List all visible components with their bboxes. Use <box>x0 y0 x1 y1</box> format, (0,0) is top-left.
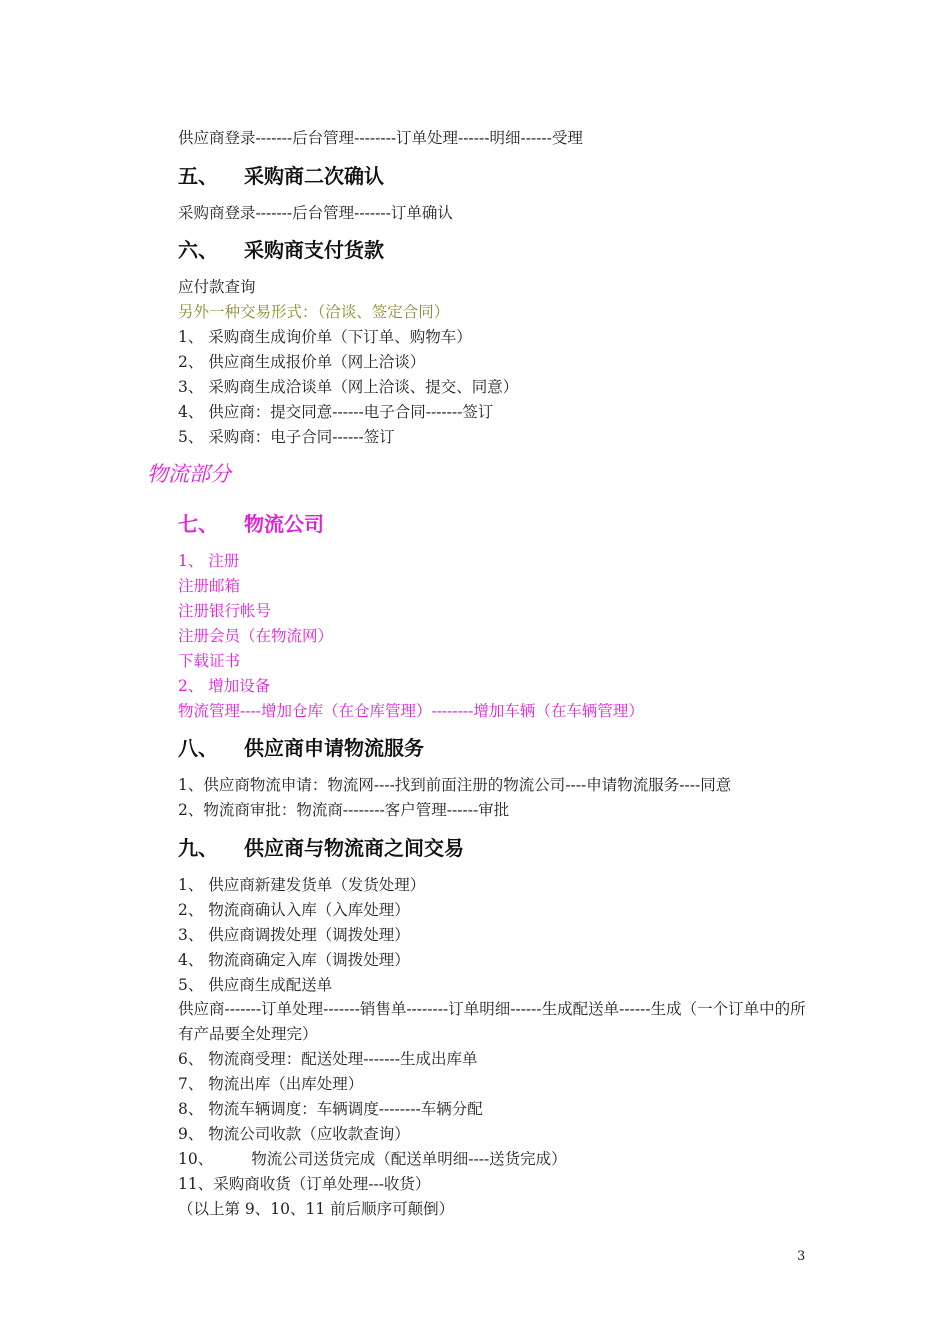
list-item: 注册邮箱 <box>178 577 241 595</box>
list-item: 7、 物流出库（出库处理） <box>178 1075 364 1093</box>
heading-7 <box>178 511 324 537</box>
list-item: 5、 供应商生成配送单 <box>178 976 333 994</box>
heading-number: 八、 <box>178 736 218 760</box>
heading-title: 采购商二次确认 <box>244 164 384 188</box>
heading-number: 九、 <box>178 836 218 860</box>
list-item: 4、 供应商：提交同意------电子合同-------签订 <box>178 403 494 421</box>
heading-number: 七、 <box>178 512 218 536</box>
wrapped-paragraph: 供应商-------订单处理-------销售单--------订单明细------生成配送单------生成（一个订单中的所有产品要全处理完） <box>178 1000 806 1043</box>
heading-title: 供应商与物流商之间交易 <box>244 836 464 860</box>
list-item: 5、 采购商：电子合同------签订 <box>178 428 395 446</box>
list-item: 下载证书 <box>178 652 241 670</box>
heading-title: 供应商申请物流服务 <box>244 736 424 760</box>
list-item: 1、 注册 <box>178 552 240 570</box>
text-line: 应付款查询 <box>178 278 256 296</box>
item-text: 物流公司送货完成（配送单明细----送货完成） <box>251 1150 567 1168</box>
list-item: 物流管理----增加仓库（在仓库管理）--------增加车辆（在车辆管理） <box>178 702 644 720</box>
heading-6 <box>178 237 384 263</box>
heading-title: 采购商支付货款 <box>244 238 384 262</box>
section-title-logistics: 物流部分 <box>147 462 231 486</box>
heading-9 <box>178 835 464 861</box>
item-number: 10、 <box>178 1150 214 1168</box>
list-item: 2、物流商审批：物流商--------客户管理------审批 <box>178 801 510 819</box>
list-item: 8、 物流车辆调度：车辆调度--------车辆分配 <box>178 1100 483 1118</box>
heading-title: 物流公司 <box>244 512 324 536</box>
list-item: 2、 物流商确认入库（入库处理） <box>178 901 410 919</box>
note-line: （以上第 9、10、11 前后顺序可颠倒） <box>178 1200 455 1218</box>
list-item: 3、 采购商生成洽谈单（网上洽谈、提交、同意） <box>178 378 519 396</box>
list-item: 注册银行帐号 <box>178 602 272 620</box>
text-line: 采购商登录-------后台管理-------订单确认 <box>178 204 453 222</box>
list-item: 1、 采购商生成询价单（下订单、购物车） <box>178 328 472 346</box>
list-item-10 <box>178 1149 567 1169</box>
list-item: 1、 供应商新建发货单（发货处理） <box>178 876 426 894</box>
list-item: 6、 物流商受理：配送处理-------生成出库单 <box>178 1050 478 1068</box>
list-item: 3、 供应商调拨处理（调拨处理） <box>178 926 410 944</box>
list-item: 4、 物流商确定入库（调拨处理） <box>178 951 410 969</box>
page-number: 3 <box>797 1249 806 1264</box>
list-item: 注册会员（在物流网） <box>178 627 334 645</box>
heading-number: 五、 <box>178 164 218 188</box>
list-item: 2、 增加设备 <box>178 677 271 695</box>
heading-number: 六、 <box>178 238 218 262</box>
text-line: 供应商登录-------后台管理--------订单处理------明细------受理 <box>178 129 583 147</box>
heading-5 <box>178 163 384 189</box>
heading-8 <box>178 735 424 761</box>
list-item: 11、采购商收货（订单处理---收货） <box>178 1175 431 1193</box>
other-trade-note: 另外一种交易形式：（洽谈、签定合同） <box>178 303 450 321</box>
list-item: 2、 供应商生成报价单（网上洽谈） <box>178 353 426 371</box>
list-item: 1、供应商物流申请：物流网----找到前面注册的物流公司----申请物流服务----同意 <box>178 776 732 794</box>
list-item: 9、 物流公司收款（应收款查询） <box>178 1125 410 1143</box>
